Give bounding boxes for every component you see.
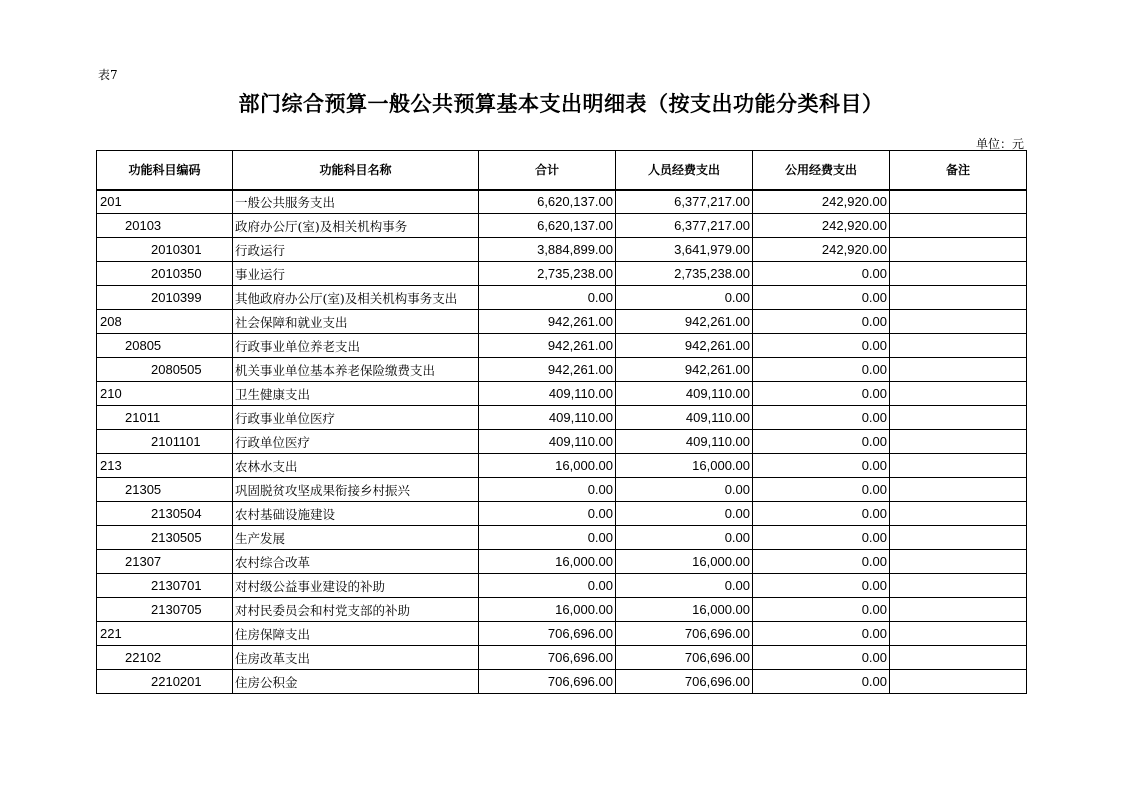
table-row	[97, 214, 1027, 238]
cell-code: 21011	[97, 406, 233, 430]
cell-public: 0.00	[753, 310, 890, 334]
cell-name: 行政事业单位医疗	[233, 406, 479, 430]
cell-code: 2010350	[97, 262, 233, 286]
cell-note	[890, 334, 1027, 358]
cell-personnel: 0.00	[616, 502, 753, 526]
cell-public: 0.00	[753, 526, 890, 550]
cell-public: 242,920.00	[753, 190, 890, 214]
cell-personnel: 942,261.00	[616, 358, 753, 382]
cell-public: 0.00	[753, 454, 890, 478]
cell-name: 农村基础设施建设	[233, 502, 479, 526]
cell-name: 机关事业单位基本养老保险缴费支出	[233, 358, 479, 382]
cell-total: 706,696.00	[479, 622, 616, 646]
cell-code: 201	[97, 190, 233, 214]
unit-label: 单位：元	[975, 137, 1024, 151]
cell-name: 对村民委员会和村党支部的补助	[233, 598, 479, 622]
cell-personnel: 409,110.00	[616, 430, 753, 454]
table-row	[97, 526, 1027, 550]
cell-total: 706,696.00	[479, 646, 616, 670]
table-row	[97, 406, 1027, 430]
table-row	[97, 238, 1027, 262]
cell-note	[890, 598, 1027, 622]
table-row	[97, 262, 1027, 286]
cell-code: 2010301	[97, 238, 233, 262]
cell-note	[890, 454, 1027, 478]
table-row	[97, 646, 1027, 670]
cell-personnel: 0.00	[616, 574, 753, 598]
cell-total: 3,884,899.00	[479, 238, 616, 262]
cell-name: 住房公积金	[233, 670, 479, 694]
cell-personnel: 0.00	[616, 526, 753, 550]
cell-total: 942,261.00	[479, 358, 616, 382]
cell-note	[890, 526, 1027, 550]
cell-note	[890, 286, 1027, 310]
cell-personnel: 2,735,238.00	[616, 262, 753, 286]
cell-public: 242,920.00	[753, 214, 890, 238]
column-header-total: 合计	[479, 151, 616, 190]
cell-personnel: 6,377,217.00	[616, 190, 753, 214]
cell-public: 0.00	[753, 334, 890, 358]
cell-name: 政府办公厅(室)及相关机构事务	[233, 214, 479, 238]
table-row	[97, 430, 1027, 454]
cell-name: 行政事业单位养老支出	[233, 334, 479, 358]
cell-code: 21307	[97, 550, 233, 574]
cell-total: 0.00	[479, 574, 616, 598]
column-header-personnel: 人员经费支出	[616, 151, 753, 190]
cell-note	[890, 190, 1027, 214]
cell-personnel: 3,641,979.00	[616, 238, 753, 262]
cell-code: 2130504	[97, 502, 233, 526]
cell-name: 巩固脱贫攻坚成果衔接乡村振兴	[233, 478, 479, 502]
cell-code: 221	[97, 622, 233, 646]
cell-name: 一般公共服务支出	[233, 190, 479, 214]
cell-personnel: 706,696.00	[616, 646, 753, 670]
cell-note	[890, 550, 1027, 574]
cell-name: 社会保障和就业支出	[233, 310, 479, 334]
cell-public: 0.00	[753, 286, 890, 310]
cell-public: 0.00	[753, 478, 890, 502]
cell-code: 208	[97, 310, 233, 334]
cell-public: 0.00	[753, 598, 890, 622]
cell-name: 对村级公益事业建设的补助	[233, 574, 479, 598]
cell-name: 农林水支出	[233, 454, 479, 478]
cell-note	[890, 574, 1027, 598]
cell-name: 住房改革支出	[233, 646, 479, 670]
cell-personnel: 706,696.00	[616, 622, 753, 646]
cell-public: 0.00	[753, 430, 890, 454]
cell-code: 22102	[97, 646, 233, 670]
cell-name: 农村综合改革	[233, 550, 479, 574]
cell-total: 0.00	[479, 478, 616, 502]
cell-name: 事业运行	[233, 262, 479, 286]
table-row	[97, 502, 1027, 526]
column-header-code: 功能科目编码	[97, 151, 233, 190]
table-header-row	[97, 151, 1027, 190]
budget-table	[96, 150, 1027, 694]
cell-personnel: 942,261.00	[616, 334, 753, 358]
cell-total: 942,261.00	[479, 334, 616, 358]
cell-note	[890, 262, 1027, 286]
table-body	[97, 190, 1027, 694]
cell-name: 卫生健康支出	[233, 382, 479, 406]
cell-note	[890, 358, 1027, 382]
cell-code: 2130505	[97, 526, 233, 550]
cell-total: 16,000.00	[479, 598, 616, 622]
cell-code: 2130701	[97, 574, 233, 598]
cell-note	[890, 502, 1027, 526]
page-title: 部门综合预算一般公共预算基本支出明细表（按支出功能分类科目）	[238, 92, 884, 116]
cell-personnel: 942,261.00	[616, 310, 753, 334]
cell-public: 242,920.00	[753, 238, 890, 262]
cell-code: 21305	[97, 478, 233, 502]
cell-note	[890, 310, 1027, 334]
cell-total: 409,110.00	[479, 430, 616, 454]
table-row	[97, 190, 1027, 214]
table-row	[97, 550, 1027, 574]
cell-public: 0.00	[753, 646, 890, 670]
table-row	[97, 622, 1027, 646]
cell-personnel: 409,110.00	[616, 382, 753, 406]
cell-public: 0.00	[753, 574, 890, 598]
cell-code: 2010399	[97, 286, 233, 310]
cell-total: 942,261.00	[479, 310, 616, 334]
cell-personnel: 0.00	[616, 478, 753, 502]
cell-name: 其他政府办公厅(室)及相关机构事务支出	[233, 286, 479, 310]
cell-code: 20103	[97, 214, 233, 238]
cell-name: 行政运行	[233, 238, 479, 262]
cell-total: 6,620,137.00	[479, 190, 616, 214]
cell-personnel: 409,110.00	[616, 406, 753, 430]
cell-note	[890, 382, 1027, 406]
cell-total: 0.00	[479, 286, 616, 310]
cell-name: 生产发展	[233, 526, 479, 550]
cell-personnel: 0.00	[616, 286, 753, 310]
cell-public: 0.00	[753, 550, 890, 574]
cell-note	[890, 430, 1027, 454]
cell-personnel: 6,377,217.00	[616, 214, 753, 238]
cell-public: 0.00	[753, 358, 890, 382]
cell-personnel: 706,696.00	[616, 670, 753, 694]
column-header-public: 公用经费支出	[753, 151, 890, 190]
cell-total: 409,110.00	[479, 406, 616, 430]
cell-personnel: 16,000.00	[616, 454, 753, 478]
cell-public: 0.00	[753, 262, 890, 286]
cell-total: 0.00	[479, 526, 616, 550]
cell-total: 6,620,137.00	[479, 214, 616, 238]
cell-total: 2,735,238.00	[479, 262, 616, 286]
cell-public: 0.00	[753, 502, 890, 526]
table-row	[97, 310, 1027, 334]
cell-name: 行政单位医疗	[233, 430, 479, 454]
cell-note	[890, 214, 1027, 238]
table-row	[97, 358, 1027, 382]
cell-public: 0.00	[753, 622, 890, 646]
cell-code: 2101101	[97, 430, 233, 454]
cell-note	[890, 238, 1027, 262]
cell-personnel: 16,000.00	[616, 598, 753, 622]
cell-public: 0.00	[753, 670, 890, 694]
cell-code: 20805	[97, 334, 233, 358]
table-row	[97, 334, 1027, 358]
cell-public: 0.00	[753, 406, 890, 430]
table-row	[97, 454, 1027, 478]
table-row	[97, 598, 1027, 622]
table-row	[97, 478, 1027, 502]
cell-code: 2130705	[97, 598, 233, 622]
cell-note	[890, 646, 1027, 670]
cell-personnel: 16,000.00	[616, 550, 753, 574]
table-row	[97, 670, 1027, 694]
table-row	[97, 286, 1027, 310]
cell-public: 0.00	[753, 382, 890, 406]
cell-code: 2080505	[97, 358, 233, 382]
table-row	[97, 574, 1027, 598]
cell-code: 213	[97, 454, 233, 478]
cell-total: 409,110.00	[479, 382, 616, 406]
cell-note	[890, 670, 1027, 694]
cell-note	[890, 478, 1027, 502]
cell-total: 16,000.00	[479, 454, 616, 478]
cell-note	[890, 406, 1027, 430]
cell-note	[890, 622, 1027, 646]
cell-name: 住房保障支出	[233, 622, 479, 646]
cell-code: 2210201	[97, 670, 233, 694]
table-row	[97, 382, 1027, 406]
cell-total: 16,000.00	[479, 550, 616, 574]
cell-total: 706,696.00	[479, 670, 616, 694]
column-header-name: 功能科目名称	[233, 151, 479, 190]
table-number: 表7	[98, 68, 118, 82]
cell-total: 0.00	[479, 502, 616, 526]
column-header-note: 备注	[890, 151, 1027, 190]
cell-code: 210	[97, 382, 233, 406]
